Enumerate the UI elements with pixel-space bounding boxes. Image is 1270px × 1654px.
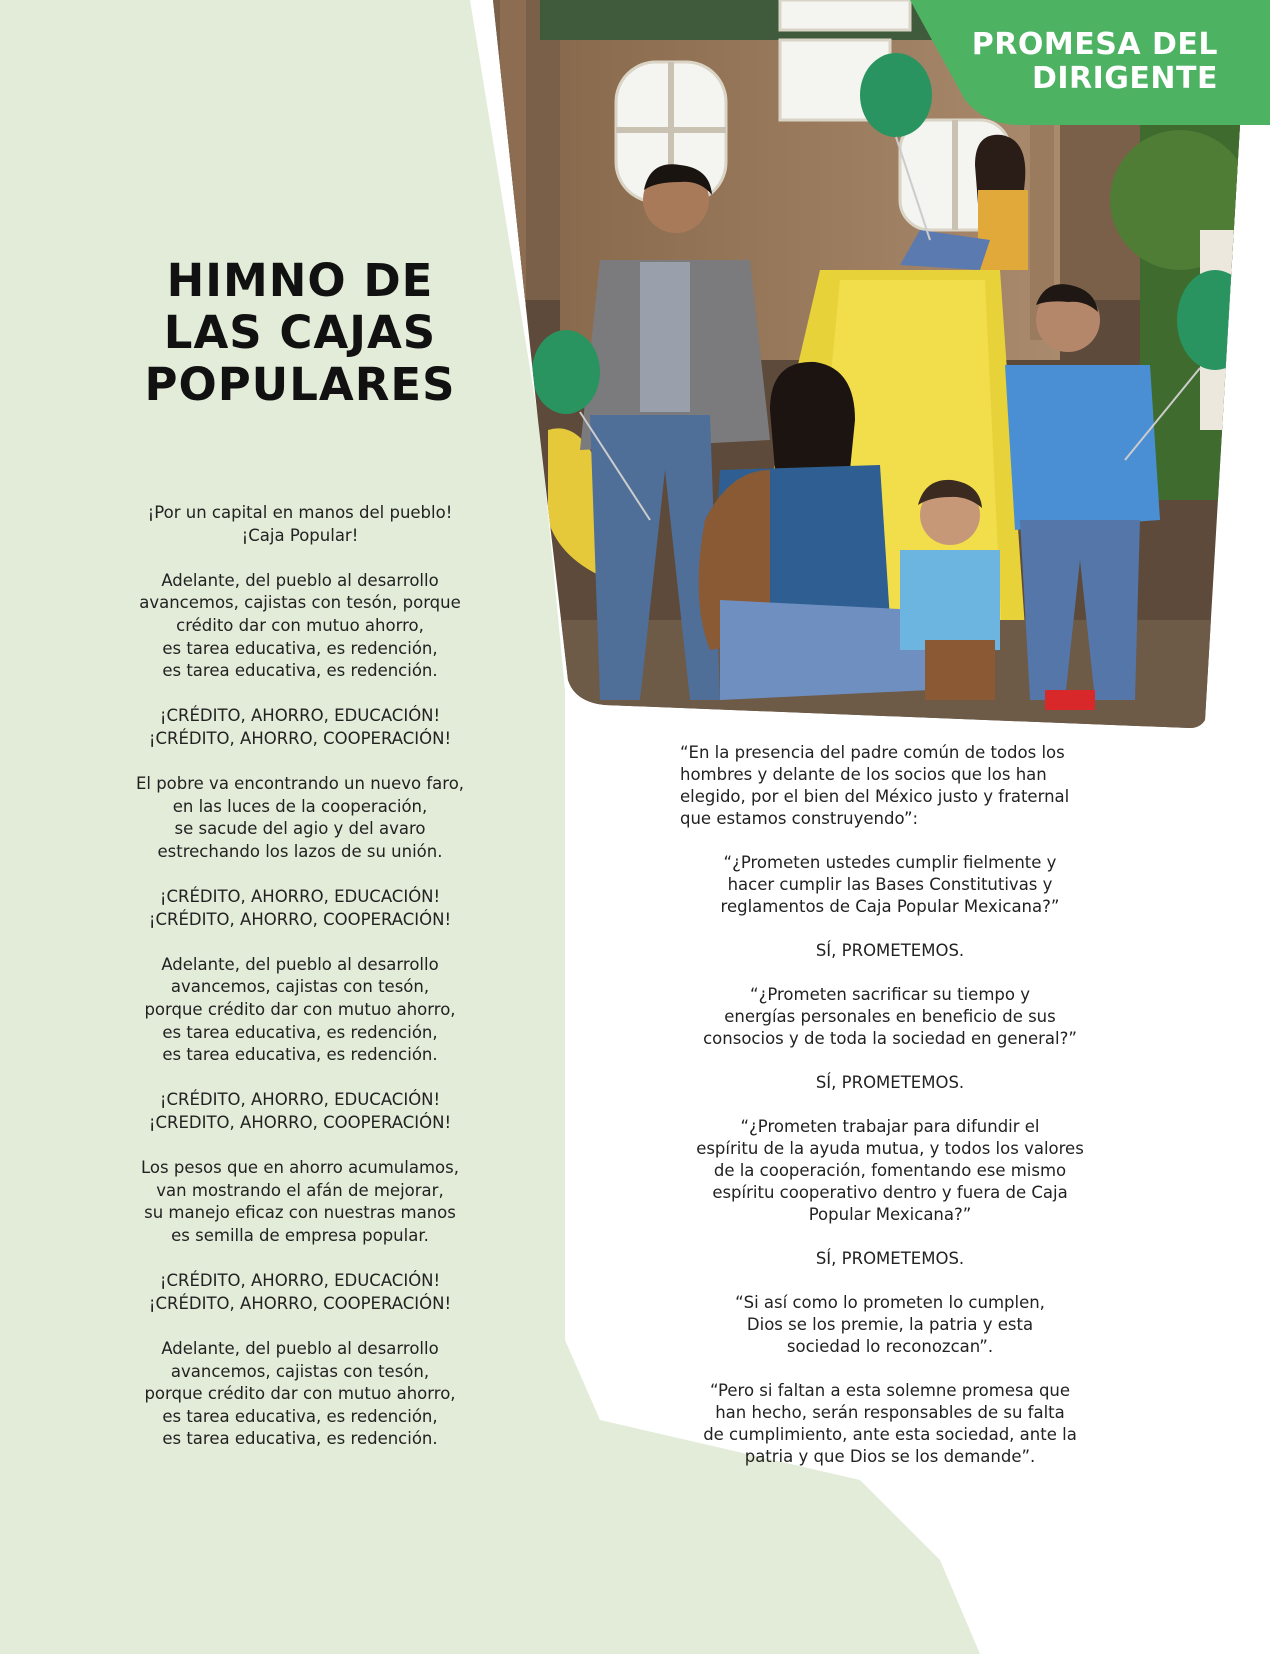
hymn-line: es tarea educativa, es redención. — [162, 661, 438, 681]
hymn-line: es tarea educativa, es redención. — [162, 1045, 438, 1065]
hymn-line: Adelante, del pueblo al desarrollo — [161, 1338, 439, 1358]
hymn-line: avancemos, cajistas con tesón, — [170, 1361, 430, 1381]
promise-line: “¿Prometen trabajar para difundir el — [740, 1117, 1040, 1136]
promise-intro-line: que estamos construyendo”: — [680, 809, 919, 828]
promise-block — [680, 1292, 1100, 1358]
hymn-title-line: LAS CAJAS — [163, 306, 437, 359]
promise-block — [680, 852, 1100, 918]
hymn-line: es tarea educativa, es redención. — [162, 1429, 438, 1449]
hymn-line: porque crédito dar con mutuo ahorro, — [144, 1384, 456, 1404]
promise-line: “Si así como lo prometen lo cumplen, — [735, 1293, 1045, 1312]
promise-line: “Pero si faltan a esta solemne promesa que — [709, 1381, 1071, 1400]
promise-intro-line: “En la presencia del padre común de todos los — [680, 743, 1065, 762]
hymn-line: es semilla de empresa popular. — [171, 1226, 429, 1245]
promise-line: Popular Mexicana?” — [808, 1205, 972, 1224]
promise-line: de cumplimiento, ante esta sociedad, ante la — [703, 1425, 1077, 1444]
hymn-line: ¡CRÉDITO, AHORRO, EDUCACIÓN! — [159, 1090, 441, 1110]
hymn-stanza — [110, 1270, 490, 1315]
hymn-line: es tarea educativa, es redención, — [162, 1406, 438, 1426]
hymn-line: ¡Caja Popular! — [241, 525, 359, 545]
hymn-line: avancemos, cajistas con tesón, porque — [139, 593, 461, 613]
hymn-line: ¡CRÉDITO, AHORRO, EDUCACIÓN! — [159, 706, 441, 726]
promise-line: “¿Prometen ustedes cumplir fielmente y — [723, 853, 1057, 872]
promise-line: hacer cumplir las Bases Constitutivas y — [727, 875, 1053, 894]
hymn-stanza — [110, 1338, 490, 1451]
hymn-stanza — [110, 502, 490, 547]
hymn-line: es tarea educativa, es redención, — [162, 638, 438, 658]
hymn-line: avancemos, cajistas con tesón, — [170, 977, 430, 997]
promise-line: sociedad lo reconozcan”. — [786, 1337, 994, 1356]
hymn-stanza — [110, 1157, 490, 1247]
promise-line: “¿Prometen sacrificar su tiempo y — [750, 985, 1030, 1004]
hymn-line: ¡CRÉDITO, AHORRO, EDUCACIÓN! — [159, 1271, 441, 1291]
hymn-line: van mostrando el afán de mejorar, — [156, 1180, 444, 1200]
hymn-line: Los pesos que en ahorro acumulamos, — [141, 1158, 459, 1178]
promise-line: consocios y de toda la sociedad en general?” — [703, 1029, 1077, 1048]
promise-line: espíritu de la ayuda mutua, y todos los valores — [696, 1139, 1084, 1158]
hymn-line: es tarea educativa, es redención, — [162, 1022, 438, 1042]
hymn-line: ¡CRÉDITO, AHORRO, COOPERACIÓN! — [148, 909, 452, 929]
promise-line: SÍ, PROMETEMOS. — [815, 941, 965, 960]
hymn-line: porque crédito dar con mutuo ahorro, — [144, 1000, 456, 1020]
hymn-stanza — [110, 886, 490, 931]
promise-block — [680, 940, 1100, 962]
hymn-text — [110, 502, 490, 1474]
hymn-title — [130, 255, 470, 411]
promise-line: reglamentos de Caja Popular Mexicana?” — [720, 897, 1060, 916]
hymn-stanza — [110, 773, 490, 863]
hymn-stanza — [110, 705, 490, 750]
hymn-line: su manejo eficaz con nuestras manos — [144, 1203, 456, 1223]
hymn-title-line: HIMNO DE — [166, 254, 434, 307]
section-tab — [910, 0, 1270, 125]
hymn-line: ¡Por un capital en manos del pueblo! — [147, 503, 453, 522]
promise-block — [680, 1072, 1100, 1094]
hymn-title-line: POPULARES — [144, 358, 456, 411]
hymn-line: Adelante, del pueblo al desarrollo — [161, 570, 439, 590]
promise-block — [680, 1116, 1100, 1226]
promise-line: SÍ, PROMETEMOS. — [815, 1249, 965, 1268]
promise-line: espíritu cooperativo dentro y fuera de Caja — [712, 1183, 1068, 1202]
promise-line: SÍ, PROMETEMOS. — [815, 1073, 965, 1092]
promise-intro-line: hombres y delante de los socios que los han — [680, 765, 1047, 784]
hymn-line: ¡CRÉDITO, AHORRO, COOPERACIÓN! — [148, 728, 452, 748]
promise-line: han hecho, serán responsables de su falta — [715, 1403, 1065, 1422]
section-tab-line: DIRIGENTE — [1031, 61, 1218, 96]
section-tab-line: PROMESA DEL — [971, 27, 1218, 62]
hymn-line: ¡CRÉDITO, AHORRO, EDUCACIÓN! — [159, 887, 441, 907]
promise-block — [680, 1380, 1100, 1468]
promise-line: Dios se los premie, la patria y esta — [746, 1315, 1034, 1334]
hymn-line: crédito dar con mutuo ahorro, — [176, 615, 424, 635]
hymn-stanza — [110, 954, 490, 1067]
hymn-line: ¡CREDITO, AHORRO, COOPERACIÓN! — [148, 1113, 452, 1133]
hymn-line: estrechando los lazos de su unión. — [157, 841, 443, 861]
hymn-line: ¡CRÉDITO, AHORRO, COOPERACIÓN! — [148, 1293, 452, 1313]
promise-block — [680, 1248, 1100, 1270]
hymn-stanza — [110, 570, 490, 683]
promise-line: de la cooperación, fomentando ese mismo — [713, 1161, 1067, 1180]
promise-line: patria y que Dios se los demande”. — [744, 1447, 1036, 1466]
hymn-line: Adelante, del pueblo al desarrollo — [161, 954, 439, 974]
hymn-line: se sacude del agio y del avaro — [174, 819, 426, 839]
promise-line: energías personales en beneficio de sus — [724, 1007, 1056, 1026]
promise-text — [680, 742, 1100, 1490]
hymn-stanza — [110, 1089, 490, 1134]
hymn-line: El pobre va encontrando un nuevo faro, — [135, 774, 465, 794]
hymn-line: en las luces de la cooperación, — [172, 796, 428, 816]
promise-intro — [680, 742, 1100, 830]
section-tab-title — [918, 28, 1218, 96]
promise-block — [680, 984, 1100, 1050]
promise-intro-line: elegido, por el bien del México justo y fraternal — [680, 787, 1070, 806]
